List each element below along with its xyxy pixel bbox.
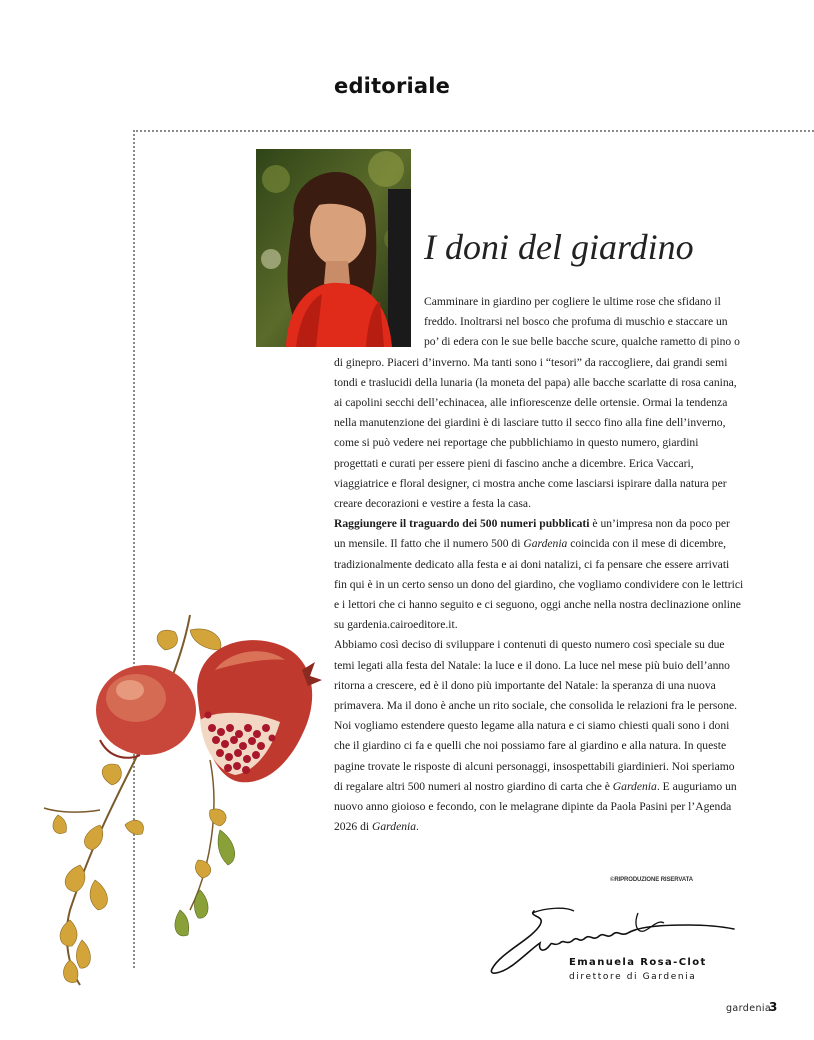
article-title: I doni del giardino	[424, 227, 694, 267]
magazine-name: Gardenia	[523, 537, 568, 551]
footer-magazine: gardenia	[726, 1003, 772, 1014]
page-number: 3	[769, 1000, 778, 1014]
paragraph-2: Raggiungere il traguardo dei 500 numeri pubblicati è un’impresa non da poco per un mensile. Il fatto che il numero 500 di Gardenia coincida con il mese di dicembre, tradizionalmente dedicato alla festa e ai doni natalizi, ci fa pensare che essere arrivati fin qui è in un certo senso un dono del giardino, che vogliamo condividere con le lettrici e i lettori che ci hanno seguito e ci seguono, oggi anche nella nostra declinazione online su gardenia.cairoeditore.it.	[334, 517, 744, 632]
dotted-rule-top	[133, 130, 814, 132]
paragraph-1: Camminare in giardino per cogliere le ultime rose che sfidano il freddo. Inoltrarsi nel bosco che profuma di muschio e staccare un po’ di edera con le sue belle bacche scure, qualche rametto di pino o di ginepro. Piaceri d’inverno. Ma tanti sono i “tesori” da raccogliere, dai grandi semi tondi e traslucidi della lunaria (la moneta del papa) alle bacche scarlatte di rosa canina, ai capolini secchi dell’echinacea, alle infiorescenze delle ortensie. Ormai la tendenza nella manutenzione dei giardini è di lasciare tutto il secco fino alla fine dell’inverno, come si può vedere nei reportage che pubblichiamo in questo numero, giardini progettati e curati per essere pieni di fascino anche a dicembre. Erica Vaccari, viaggiatrice e floral designer, ci mostra anche come lasciarsi ispirare dalla natura per creare decorazioni e vestire a festa la casa.	[334, 295, 740, 511]
copyright-notice: ©RIPRODUZIONE RISERVATA	[610, 877, 694, 883]
paragraph-2-lead: Raggiungere il traguardo dei 500 numeri pubblicati	[334, 517, 590, 531]
pomegranate-illustration	[40, 610, 330, 990]
paragraph-3: Abbiamo così deciso di sviluppare i contenuti di questo numero così speciale su due temi legati alla festa del Natale: la luce e il dono. La luce nel mese più buio dell’anno ritorna a crescere, ed è il dono più importante del Natale: la speranza di una nuova primavera. Ma il dono è anche un rito sociale, che consolida le relazioni fra le persone. Noi vogliamo estendere questo legame alla natura e ci siamo chiesti quali sono i doni che il giardino ci fa e quelli che noi possiamo fare al giardino e alla natura. In queste pagine trovate le risposte di alcuni personaggi, insospettabili giardinieri. Noi speriamo di regalare altri 500 numeri al nostro giardino di carta che è Gardenia. E auguriamo un nuovo anno gioioso e fecondo, con le melagrane dipinte da Paola Pasini per l’Agenda 2026 di Gardenia.	[334, 638, 738, 834]
author-role: direttore di Gardenia	[569, 972, 697, 982]
magazine-name: Gardenia	[612, 779, 657, 793]
author-name: Emanuela Rosa-Clot	[569, 957, 707, 968]
magazine-name: Gardenia	[372, 820, 417, 834]
article-body	[334, 292, 744, 837]
section-label: editoriale	[334, 74, 451, 98]
text-wrap-spacer	[334, 292, 424, 352]
